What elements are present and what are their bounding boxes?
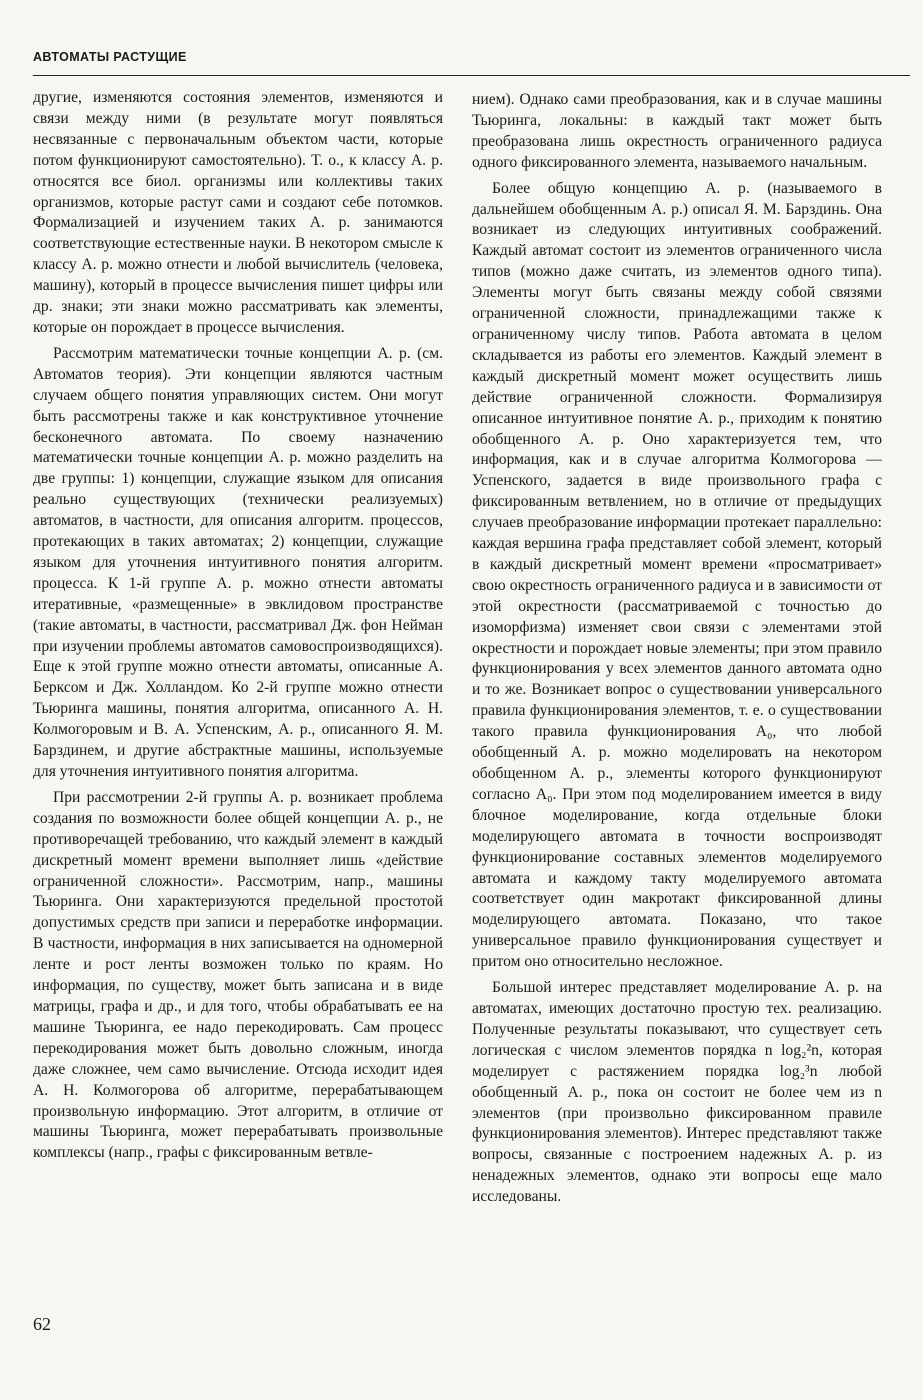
page-number: 62 [33, 1314, 51, 1334]
running-head: АВТОМАТЫ РАСТУЩИЕ [33, 50, 187, 64]
paragraph: Рассмотрим математически точные концепции А. р. (см. Автоматов теория). Эти концепции являются частным случаем общего понятия управляющих систем. Они могут быть рассмотрены также и как конструктивное уточнение бесконечного автомата. По своему назначению математически точные концепции А. р. можно разделить на две группы: 1) концепции, служащие языком для описания реально существующих (технически реализуемых) автоматов, в частности, для описания алгоритм. процессов, протекающих в таких автоматах; 2) концепции, служащие языком для уточнения интуитивного понятия алгоритм. процесса. К 1-й группе А. р. можно отнести автоматы итеративные, «размещенные» в эвклидовом пространстве (такие автоматы, в частности, рассматривал Дж. фон Нейман при изучении проблемы автоматов самовоспроизводящихся). Еще к этой группе можно отнести автоматы, описанные А. Берксом и Дж. Холландом. Ко 2-й группе можно отнести Тьюринга машины, понятия алгоритма, описанного А. Н. Колмогоровым и В. А. Успенским, А. р., описанного Я. М. Барздинем, и другие абстрактные машины, используемые для уточнения интуитивного понятия алгоритма. [33, 344, 443, 780]
left-column [33, 88, 443, 1164]
paragraph: нием). Однако сами преобразования, как и в случае машины Тьюринга, локальны: в каждый такт может быть преобразована лишь окрестность ограниченного радиуса одного фиксированного элемента, называемого начальным. [472, 91, 882, 171]
paragraph: При рассмотрении 2-й группы А. р. возникает проблема создания по возможности более общей концепции А. р., не противоречащей требованию, что каждый элемент в каждый дискретный момент времени выполняет лишь «действие ограниченной сложности». Рассмотрим, напр., машины Тьюринга. Они характеризуются предельной простотой допустимых средств при записи и переработке информации. В частности, информация в них записывается на одномерной ленте и рост ленты возможен только по краям. Но информация, по существу, может быть записана и в виде матрицы, графа и др., и для того, чтобы обрабатывать ее на машине Тьюринга, ее надо перекодировать. Сам процесс перекодирования может быть довольно сложным, иногда даже сложнее, чем само вычисление. Отсюда исходит идея А. Н. Колмогорова об алгоритме, перерабатывающем произвольную информацию. Этот алгоритм, в отличие от машины Тьюринга, может перерабатывать произвольные комплексы (напр., графы с фиксированным ветвле- [33, 788, 443, 1162]
header-rule [33, 75, 910, 76]
right-column [472, 90, 882, 1208]
paragraph: Большой интерес представляет моделирование А. р. на автоматах, имеющих достаточно простую тех. реализацию. Полученные результаты показывают, что существует сеть логическая с числом элементов порядка n log₂²n, которая моделирует с растяжением порядка log₂³n любой обобщенный А. р., пока он состоит не более чем из n элементов (при произвольно фиксированном правиле функционирования элементов). Интерес представляют также вопросы, связанные с построением надежных А. р. из ненадежных элементов, однако эти вопросы еще мало исследованы. [472, 979, 882, 1206]
paragraph: другие, изменяются состояния элементов, изменяются и связи между ними (в результате могут появляться несвязанные с первоначальным объектом части, которые потом функционируют самостоятельно). Т. о., к классу А. р. относятся все биол. организмы или коллективы таких организмов, которые растут сами и создают себе потомков. Формализацией и изучением таких А. р. занимаются соответствующие естественные науки. В некотором смысле к классу А. р. можно отнести и любой вычислитель (человека, машину), который в процессе вычисления пишет цифры или др. знаки; эти знаки можно рассматривать как элементы, которые он порождает в процессе вычисления. [33, 89, 443, 336]
paragraph: Более общую концепцию А. р. (называемого в дальнейшем обобщенным А. р.) описал Я. М. Барздинь. Она возникает из следующих интуитивных соображений. Каждый автомат состоит из элементов ограниченного числа типов (можно даже считать, из элементов одного типа). Элементы могут быть связаны между собой связями ограниченной сложности, принадлежащими также к ограниченному числу типов. Работа автомата в целом складывается из работы его элементов. Каждый элемент в каждый дискретный момент может осуществить лишь действие ограниченной сложности. Формализируя описанное интуитивное понятие А. р., приходим к понятию обобщенного А. р. Оно характеризуется тем, что информация, как и в случае алгоритма Колмогорова — Успенского, задается в виде произвольного графа с фиксированным ветвлением, но в отличие от предыдущих случаев преобразование информации протекает параллельно: каждая вершина графа представляет собой элемент, который в каждый дискретный момент времени «просматривает» свою окрестность ограниченного радиуса и в зависимости от этой окрестности (рассматриваемой с точностью до изоморфизма) изменяет свои связи с элементами этой окрестности и порождает новые элементы; при этом правило функционирования у всех элементов данного автомата одно и то же. Возникает вопрос о существовании универсального правила функционирования элементов, т. е. о существовании такого правила функционирования A₀, что любой обобщенный А. р. можно моделировать на некотором обобщенном А. р., элементы которого функционируют согласно A₀. При этом под моделированием имеется в виду блочное моделирование, когда отдельные блоки моделирующего автомата в точности воспроизводят функционирование составных элементов моделируемого автомата и каждому такту моделируемого автомата соответствует один макротакт фиксированной длины моделирующего автомата. Показано, что такое универсальное правило функционирования существует и притом оно относительно несложное. [472, 179, 882, 971]
